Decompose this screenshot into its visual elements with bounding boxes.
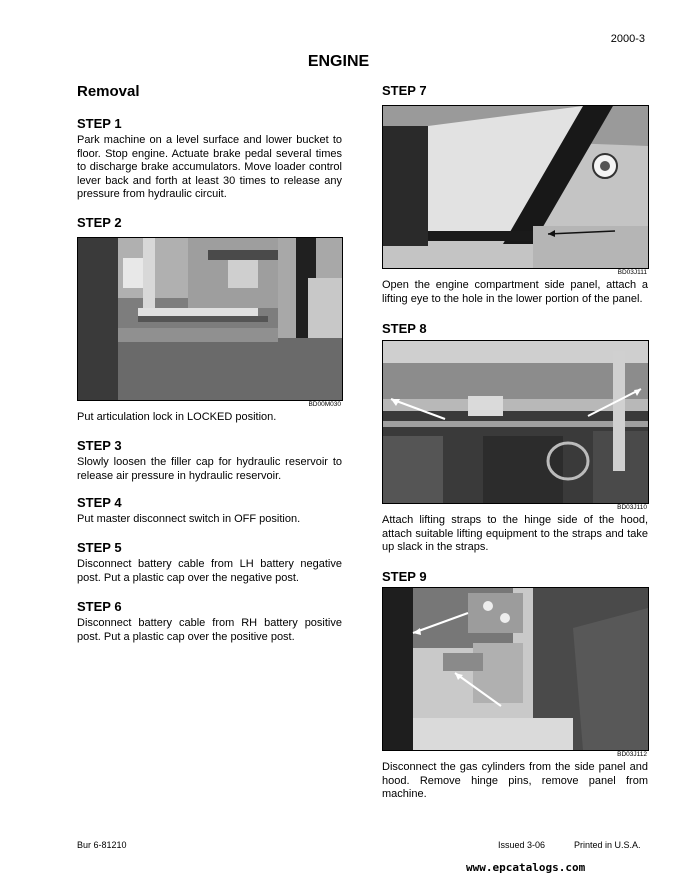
step-5-text: Disconnect battery cable from LH battery negative post. Put a plastic cap over the negative post.	[77, 558, 342, 584]
articulation-lock-photo	[78, 238, 342, 400]
step-6-text: Disconnect battery cable from RH battery positive post. Put a plastic cap over the positive post.	[77, 617, 342, 643]
step-1-text: Park machine on a level surface and lower bucket to floor. Stop engine. Actuate brake pedal several times to discharge brake accumulators. Move loader control lever back and forth at least 30 times to release any pressure from hydraulic circuit.	[77, 134, 342, 200]
step-8-text: Attach lifting straps to the hinge side of the hood, attach suitable lifting equipment to the straps and take up slack in the straps.	[382, 514, 648, 553]
step-8-figure-code: BD03J110	[617, 504, 647, 511]
step-9-photo	[382, 587, 649, 751]
step-1-heading: STEP 1	[77, 116, 122, 131]
gas-cylinders-hinge-photo	[383, 588, 648, 750]
step-2-heading: STEP 2	[77, 215, 122, 230]
step-7-photo	[382, 105, 649, 269]
step-3-heading: STEP 3	[77, 438, 122, 453]
hood-lifting-straps-photo	[383, 341, 648, 503]
step-2-photo	[77, 237, 343, 401]
section-title: Removal	[77, 83, 140, 100]
step-3-text: Slowly loosen the filler cap for hydraulic reservoir to release air pressure in hydraulic reservoir.	[77, 456, 342, 482]
step-4-heading: STEP 4	[77, 495, 122, 510]
step-9-figure-code: BD03J112	[617, 751, 647, 758]
step-7-text: Open the engine compartment side panel, attach a lifting eye to the hole in the lower portion of the panel.	[382, 279, 648, 305]
step-7-heading: STEP 7	[382, 83, 427, 98]
step-6-heading: STEP 6	[77, 599, 122, 614]
step-8-photo	[382, 340, 649, 504]
step-7-figure-code: BD03J111	[617, 269, 647, 276]
footer-issued: Issued 3-06	[498, 840, 546, 850]
step-9-text: Disconnect the gas cylinders from the side panel and hood. Remove hinge pins, remove panel from machine.	[382, 761, 648, 800]
page-title: ENGINE	[307, 53, 370, 70]
footer-doc-number: Bur 6-81210	[77, 840, 127, 850]
side-panel-photo	[383, 106, 648, 268]
step-9-heading: STEP 9	[382, 569, 427, 584]
watermark: www.epcatalogs.com	[466, 861, 586, 874]
step-5-heading: STEP 5	[77, 540, 122, 555]
footer-printed: Printed in U.S.A.	[574, 840, 641, 850]
step-2-text: Put articulation lock in LOCKED position.	[77, 411, 277, 423]
page-number: 2000-3	[610, 33, 645, 45]
step-4-text: Put master disconnect switch in OFF position.	[77, 513, 301, 525]
step-2-figure-code: BD00M030	[308, 401, 341, 408]
step-8-heading: STEP 8	[382, 321, 427, 336]
